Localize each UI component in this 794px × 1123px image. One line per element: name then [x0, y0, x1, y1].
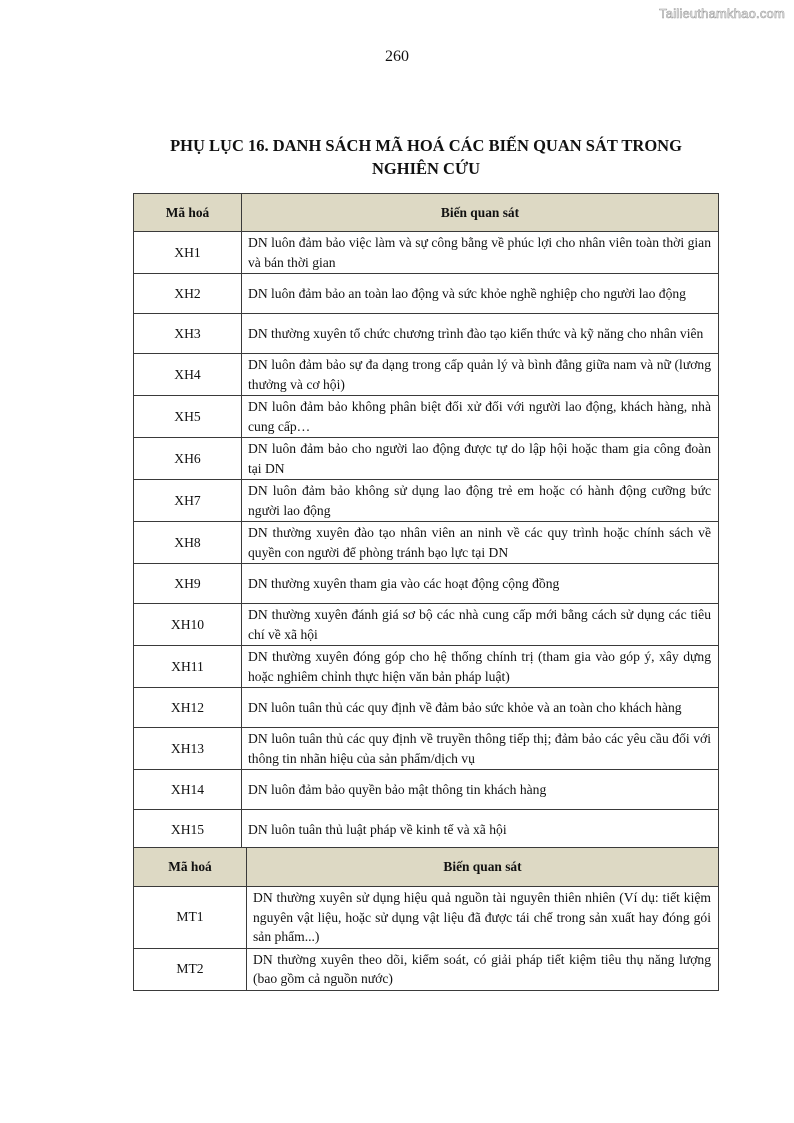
watermark: Tailieuthamkhao.com — [659, 6, 785, 21]
code-cell: XH14 — [134, 770, 242, 810]
variable-cell: DN thường xuyên đào tạo nhân viên an ninh về các quy trình hoặc chính sách về quyền con người để phòng tránh bạo lực tại DN — [242, 522, 719, 564]
code-cell: XH11 — [134, 646, 242, 688]
table-row — [134, 810, 719, 850]
code-cell: MT1 — [134, 887, 247, 949]
variable-cell: DN luôn đảm bảo cho người lao động được tự do lập hội hoặc tham gia công đoàn tại DN — [242, 438, 719, 480]
code-cell: XH3 — [134, 314, 242, 354]
code-cell: XH13 — [134, 728, 242, 770]
variable-cell: DN luôn tuân thủ các quy định về truyền thông tiếp thị; đảm bảo các yêu cầu đối với thông tin nhãn hiệu của sản phẩm/dịch vụ — [242, 728, 719, 770]
variable-cell: DN luôn đảm bảo an toàn lao động và sức khỏe nghề nghiệp cho người lao động — [242, 274, 719, 314]
variable-cell: DN thường xuyên tham gia vào các hoạt động cộng đồng — [242, 564, 719, 604]
header-code: Mã hoá — [134, 848, 247, 887]
variable-cell: DN thường xuyên tổ chức chương trình đào tạo kiến thức và kỹ năng cho nhân viên — [242, 314, 719, 354]
variable-cell: DN luôn đảm bảo việc làm và sự công bằng về phúc lợi cho nhân viên toàn thời gian và bán thời gian — [242, 232, 719, 274]
table-row — [134, 688, 719, 728]
code-cell: XH1 — [134, 232, 242, 274]
table-row — [134, 646, 719, 688]
code-cell: XH8 — [134, 522, 242, 564]
table-row — [134, 274, 719, 314]
code-cell: XH2 — [134, 274, 242, 314]
header-code: Mã hoá — [134, 194, 242, 232]
code-cell: XH10 — [134, 604, 242, 646]
code-cell: XH5 — [134, 396, 242, 438]
code-cell: XH4 — [134, 354, 242, 396]
variable-cell: DN luôn đảm bảo không phân biệt đối xử đối với người lao động, khách hàng, nhà cung cấp… — [242, 396, 719, 438]
table-row — [134, 480, 719, 522]
variable-cell: DN thường xuyên sử dụng hiệu quả nguồn tài nguyên thiên nhiên (Ví dụ: tiết kiệm nguyên vật liệu, hoặc sử dụng vật liệu đã được tái chế trong sản xuất hay đóng gói sản phẩm...) — [247, 887, 719, 949]
page-title: PHỤ LỤC 16. DANH SÁCH MÃ HOÁ CÁC BIẾN QUAN SÁT TRONG NGHIÊN CỨU — [170, 136, 682, 178]
code-cell: XH7 — [134, 480, 242, 522]
table-header-row — [134, 194, 719, 232]
table-row — [134, 564, 719, 604]
table-row — [134, 770, 719, 810]
table-row — [134, 232, 719, 274]
variable-cell: DN luôn đảm bảo sự đa dạng trong cấp quản lý và bình đẳng giữa nam và nữ (lương thưởng và cơ hội) — [242, 354, 719, 396]
code-cell: XH9 — [134, 564, 242, 604]
table-row — [134, 887, 719, 949]
code-cell: XH15 — [134, 810, 242, 850]
code-cell: XH12 — [134, 688, 242, 728]
code-cell: XH6 — [134, 438, 242, 480]
header-variable: Biến quan sát — [242, 194, 719, 232]
table-header-row — [134, 848, 719, 887]
variable-cell: DN luôn tuân thủ các quy định về đảm bảo sức khỏe và an toàn cho khách hàng — [242, 688, 719, 728]
table-row — [134, 948, 719, 990]
table-row — [134, 396, 719, 438]
table-row — [134, 522, 719, 564]
environment-variables-table — [133, 847, 719, 991]
header-variable: Biến quan sát — [247, 848, 719, 887]
table-row — [134, 728, 719, 770]
table-row — [134, 354, 719, 396]
variable-cell: DN luôn tuân thủ luật pháp về kinh tế và xã hội — [242, 810, 719, 850]
variable-cell: DN luôn đảm bảo không sử dụng lao động trẻ em hoặc có hành động cưỡng bức người lao động — [242, 480, 719, 522]
table-row — [134, 438, 719, 480]
table-row — [134, 314, 719, 354]
social-variables-table — [133, 193, 719, 850]
variable-cell: DN thường xuyên theo dõi, kiểm soát, có giải pháp tiết kiệm tiêu thụ năng lượng (bao gồm cả nguồn nước) — [247, 948, 719, 990]
variable-cell: DN thường xuyên đánh giá sơ bộ các nhà cung cấp mới bằng cách sử dụng các tiêu chí về xã hội — [242, 604, 719, 646]
table-row — [134, 604, 719, 646]
variable-cell: DN luôn đảm bảo quyền bảo mật thông tin khách hàng — [242, 770, 719, 810]
code-cell: MT2 — [134, 948, 247, 990]
page-number: 260 — [385, 48, 409, 65]
variable-cell: DN thường xuyên đóng góp cho hệ thống chính trị (tham gia vào góp ý, xây dựng hoặc nghiêm chỉnh thực hiện văn bản pháp luật) — [242, 646, 719, 688]
